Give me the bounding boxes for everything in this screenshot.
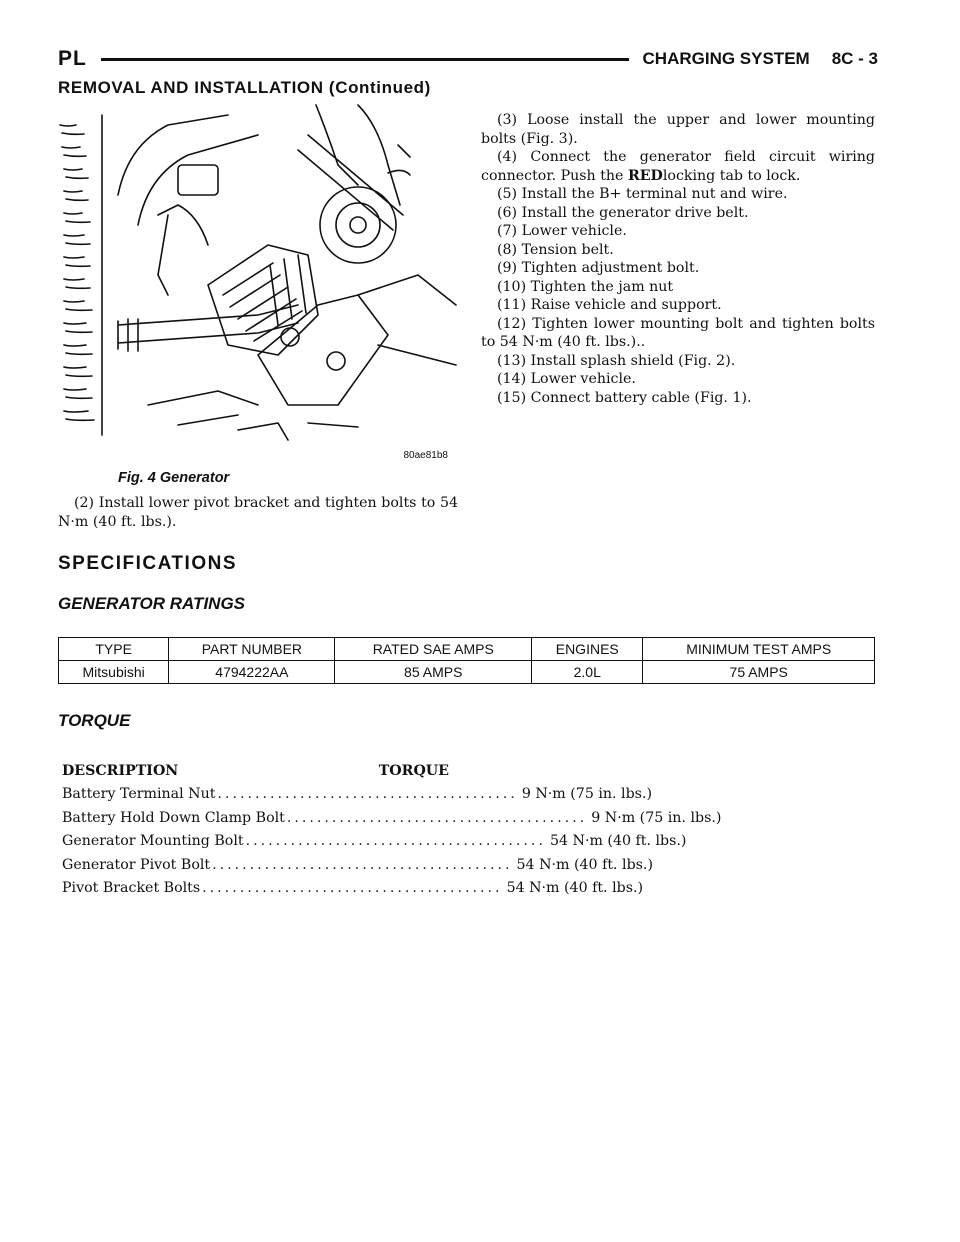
section-title: CHARGING SYSTEM	[642, 49, 810, 68]
dot-leader: ........................................	[286, 809, 588, 826]
table-cell: 2.0L	[532, 661, 643, 684]
torque-description: Battery Terminal Nut	[62, 786, 216, 802]
torque-row	[62, 826, 687, 850]
page-number: 8C - 3	[831, 49, 878, 68]
torque-value: 54 N·m (40 ft. lbs.)	[516, 856, 653, 873]
torque-value: 54 N·m (40 ft. lbs.)	[506, 880, 644, 896]
step-10: (10) Tighten the jam nut	[497, 278, 674, 295]
step-14: (14) Lower vehicle.	[497, 371, 636, 387]
step-7: (7) Lower vehicle.	[497, 223, 627, 239]
dot-leader: ........................................	[217, 786, 518, 802]
specifications-heading: SPECIFICATIONS	[58, 553, 237, 574]
table-header-row	[59, 638, 875, 661]
torque-description: Generator Pivot Bolt	[62, 856, 211, 873]
step-8: (8) Tension belt.	[497, 241, 614, 258]
step-2: (2) Install lower pivot bracket and tighten bolts to 54 N·m (40 ft. lbs.).	[58, 495, 458, 530]
step-3: (3) Loose install the upper and lower mounting bolts (Fig. 3).	[481, 112, 875, 147]
red-emphasis: RED	[627, 167, 663, 184]
column-header: PART NUMBER	[169, 638, 335, 661]
step-12: (12) Tighten lower mounting bolt and tighten bolts to 54 N·m (40 ft. lbs.)..	[481, 315, 875, 350]
torque-table	[62, 755, 722, 896]
table-row	[59, 661, 875, 684]
figure-id: 80ae81b8	[403, 450, 448, 461]
torque-value: 54 N·m (40 ft. lbs.)	[549, 833, 687, 849]
step-13: (13) Install splash shield (Fig. 2).	[497, 352, 736, 369]
torque-row	[62, 849, 653, 873]
step-6: (6) Install the generator drive belt.	[497, 204, 749, 221]
column-header: MINIMUM TEST AMPS	[643, 638, 875, 661]
continued-heading: REMOVAL AND INSTALLATION (Continued)	[58, 78, 431, 97]
torque-row	[62, 873, 644, 897]
generator-illustration	[58, 105, 456, 445]
left-column-text	[58, 494, 458, 531]
torque-description: Battery Hold Down Clamp Bolt	[62, 809, 285, 826]
table-cell: 85 AMPS	[335, 661, 532, 684]
torque-column-header: TORQUE	[378, 762, 449, 779]
dot-leader: ........................................	[212, 856, 513, 873]
step-11: (11) Raise vehicle and support.	[497, 297, 722, 313]
torque-value: 9 N·m (75 in. lbs.)	[521, 786, 652, 802]
figure-caption: Fig. 4 Generator	[118, 470, 230, 486]
header-rule	[101, 58, 629, 61]
page-header	[58, 46, 878, 72]
manual-code: PL	[58, 47, 87, 70]
table-cell: Mitsubishi	[59, 661, 169, 684]
step-4: (4) Connect the generator field circuit wiring connector. Push the REDlocking tab to lock.	[481, 149, 875, 184]
column-header: ENGINES	[532, 638, 643, 661]
generator-figure	[58, 105, 456, 461]
torque-description: Pivot Bracket Bolts	[62, 880, 201, 896]
torque-row	[62, 779, 652, 803]
torque-header-row	[62, 755, 449, 779]
dot-leader: ........................................	[202, 880, 503, 896]
torque-value: 9 N·m (75 in. lbs.)	[591, 809, 722, 826]
generator-ratings-heading: GENERATOR RATINGS	[58, 594, 246, 613]
torque-heading: TORQUE	[58, 711, 131, 730]
step-5: (5) Install the B+ terminal nut and wire.	[497, 186, 788, 202]
torque-row	[62, 802, 722, 826]
column-header: RATED SAE AMPS	[335, 638, 532, 661]
column-header: TYPE	[59, 638, 169, 661]
table-cell: 4794222AA	[169, 661, 335, 684]
table-cell: 75 AMPS	[643, 661, 875, 684]
dot-leader: ........................................	[245, 833, 546, 849]
step-9: (9) Tighten adjustment bolt.	[497, 260, 700, 276]
description-column-header: DESCRIPTION	[62, 762, 179, 779]
right-column-text	[481, 111, 875, 407]
step-15: (15) Connect battery cable (Fig. 1).	[497, 389, 752, 406]
torque-description: Generator Mounting Bolt	[62, 833, 244, 849]
generator-ratings-table	[58, 637, 875, 684]
